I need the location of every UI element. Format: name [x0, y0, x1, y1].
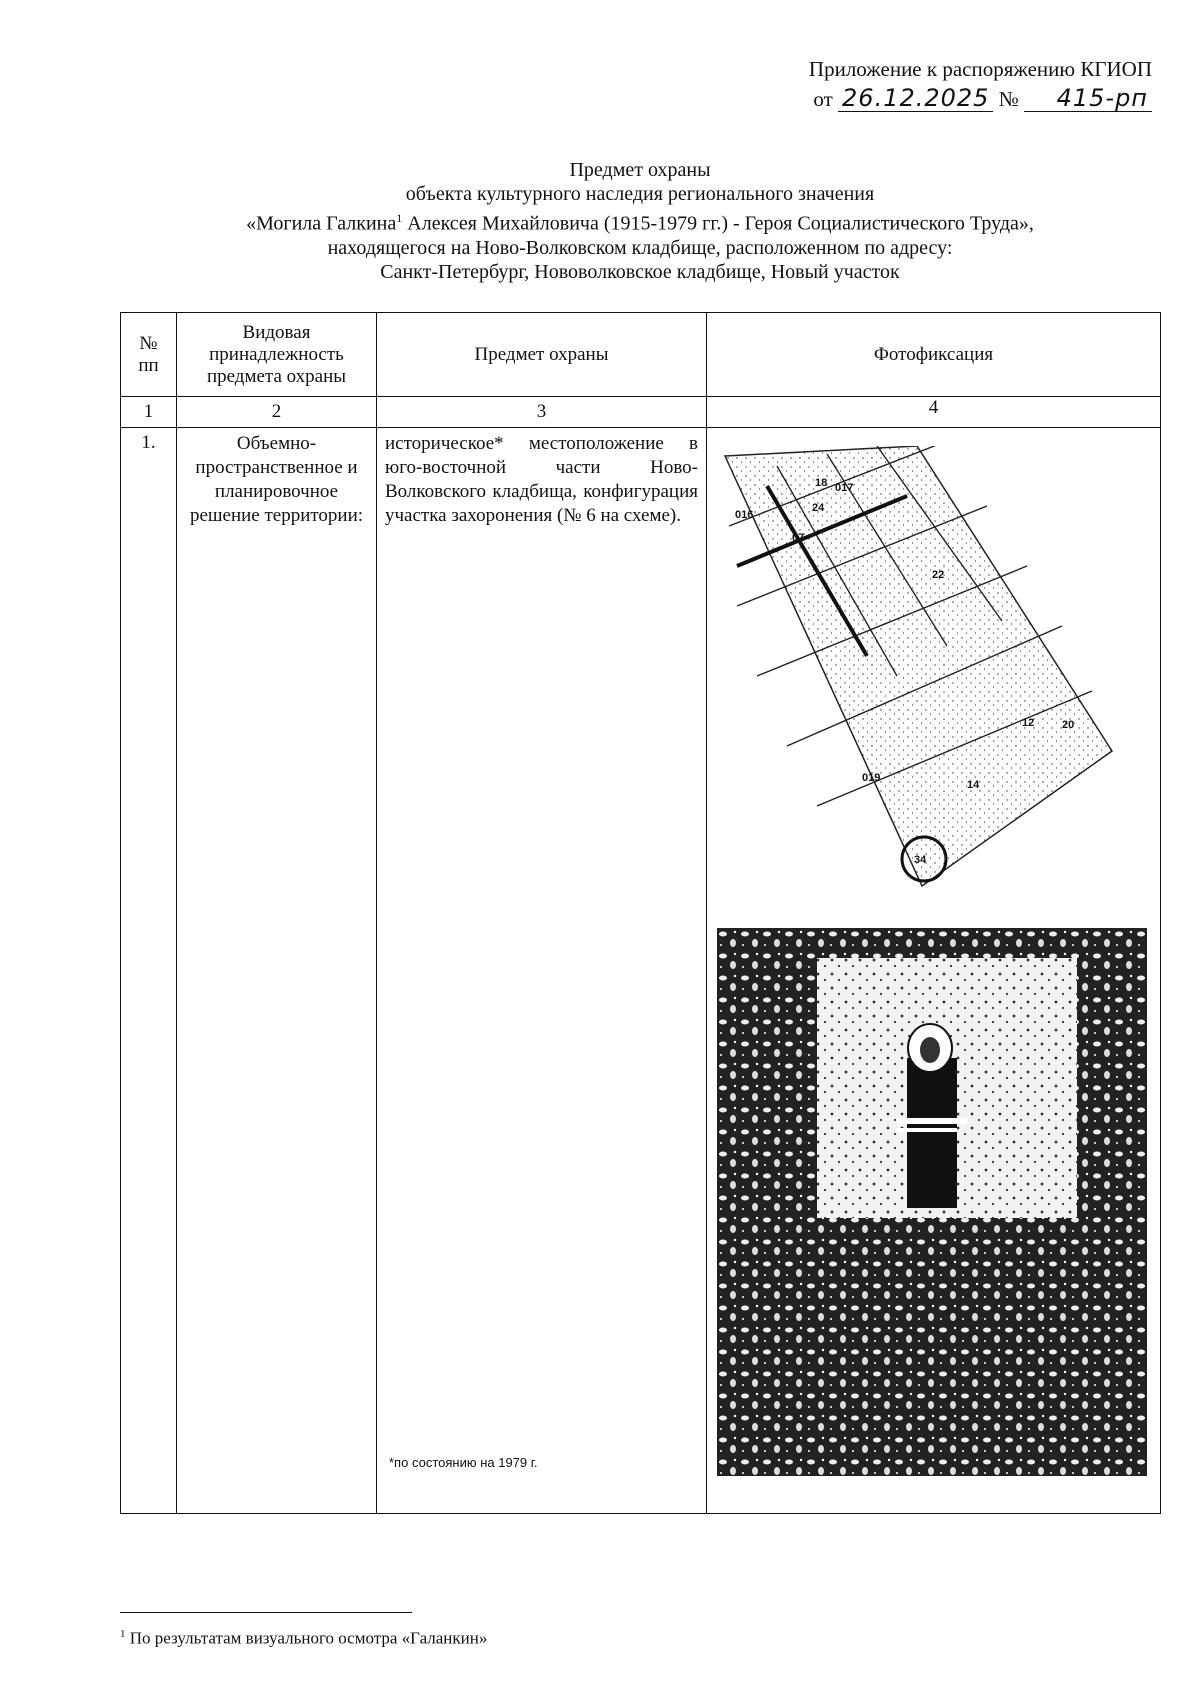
title-line-1: Предмет охраны	[569, 159, 711, 181]
cemetery-scheme	[717, 446, 1160, 922]
row-note: *по состоянию на 1979 г.	[389, 1455, 538, 1470]
map-label: 14	[967, 779, 980, 791]
title-line-2: объекта культурного наследия регионального значения	[405, 183, 875, 205]
col-number-3: 3	[377, 397, 707, 428]
col-number-2: 2	[177, 397, 377, 428]
document-title	[120, 158, 1160, 284]
table-row	[121, 428, 1161, 1514]
row-type: Объемно-пространственное и планировочное решение территории:	[177, 428, 377, 1514]
header-num: № пп	[121, 313, 177, 397]
appendix-number: 415-рп	[1024, 85, 1152, 112]
appendix-date-line	[809, 84, 1152, 114]
appendix-header	[809, 54, 1152, 114]
map-label: 07	[792, 532, 805, 544]
map-label: 18	[815, 477, 828, 489]
grave-photo-image	[717, 928, 1147, 1476]
title-footnote-ref: 1	[396, 211, 403, 225]
row-subject-cell	[377, 428, 707, 1514]
photo-cell	[707, 428, 1161, 1514]
footnote-ref: 1	[120, 1628, 126, 1640]
title-line-3	[120, 206, 1160, 236]
col-number-1: 1	[121, 397, 177, 428]
cemetery-scheme-map	[717, 446, 1147, 916]
title-line-5: Санкт-Петербург, Нововолковское кладбище, Новый участок	[380, 260, 900, 283]
date-prefix: от	[813, 87, 833, 111]
appendix-date: 26.12.2025	[838, 85, 993, 112]
footnote	[120, 1628, 487, 1649]
map-label: 016	[735, 509, 754, 521]
map-label: 12	[1022, 717, 1035, 729]
title-line-3-pre: «Могила Галкина	[246, 212, 397, 235]
map-label: 019	[862, 772, 881, 784]
row-number: 1.	[121, 428, 177, 1514]
number-prefix: №	[998, 87, 1019, 111]
map-label: 34	[914, 854, 927, 866]
footnote-text: По результатам визуального осмотра «Галанкин»	[125, 1628, 488, 1648]
col-number-4: 4	[707, 397, 1161, 428]
table-header-row	[121, 313, 1161, 397]
map-label: 017	[835, 482, 854, 494]
protection-table	[120, 312, 1161, 1514]
title-line-4: находящегося на Ново-Волковском кладбище, расположенном по адресу:	[327, 236, 953, 259]
grave-photo	[717, 928, 1160, 1482]
header-subject: Предмет охраны	[377, 313, 707, 397]
table-number-row	[121, 397, 1161, 428]
appendix-title: Приложение к распоряжению КГИОП	[808, 57, 1152, 81]
title-line-3-post: Алексея Михайловича (1915-1979 гг.) - Героя Социалистического Труда»,	[402, 212, 1034, 235]
row-subject: историческое* местоположение в юго-восточной части Ново-Волковского кладбища, конфигурация участка захоронения (№ 6 на схеме).	[385, 433, 698, 526]
header-photo: Фотофиксация	[707, 313, 1161, 397]
header-type: Видовая принадлежность предмета охраны	[177, 313, 377, 397]
footnote-separator	[120, 1612, 412, 1613]
map-label: 20	[1062, 719, 1075, 731]
map-label: 24	[812, 502, 825, 514]
map-label: 22	[932, 569, 945, 581]
